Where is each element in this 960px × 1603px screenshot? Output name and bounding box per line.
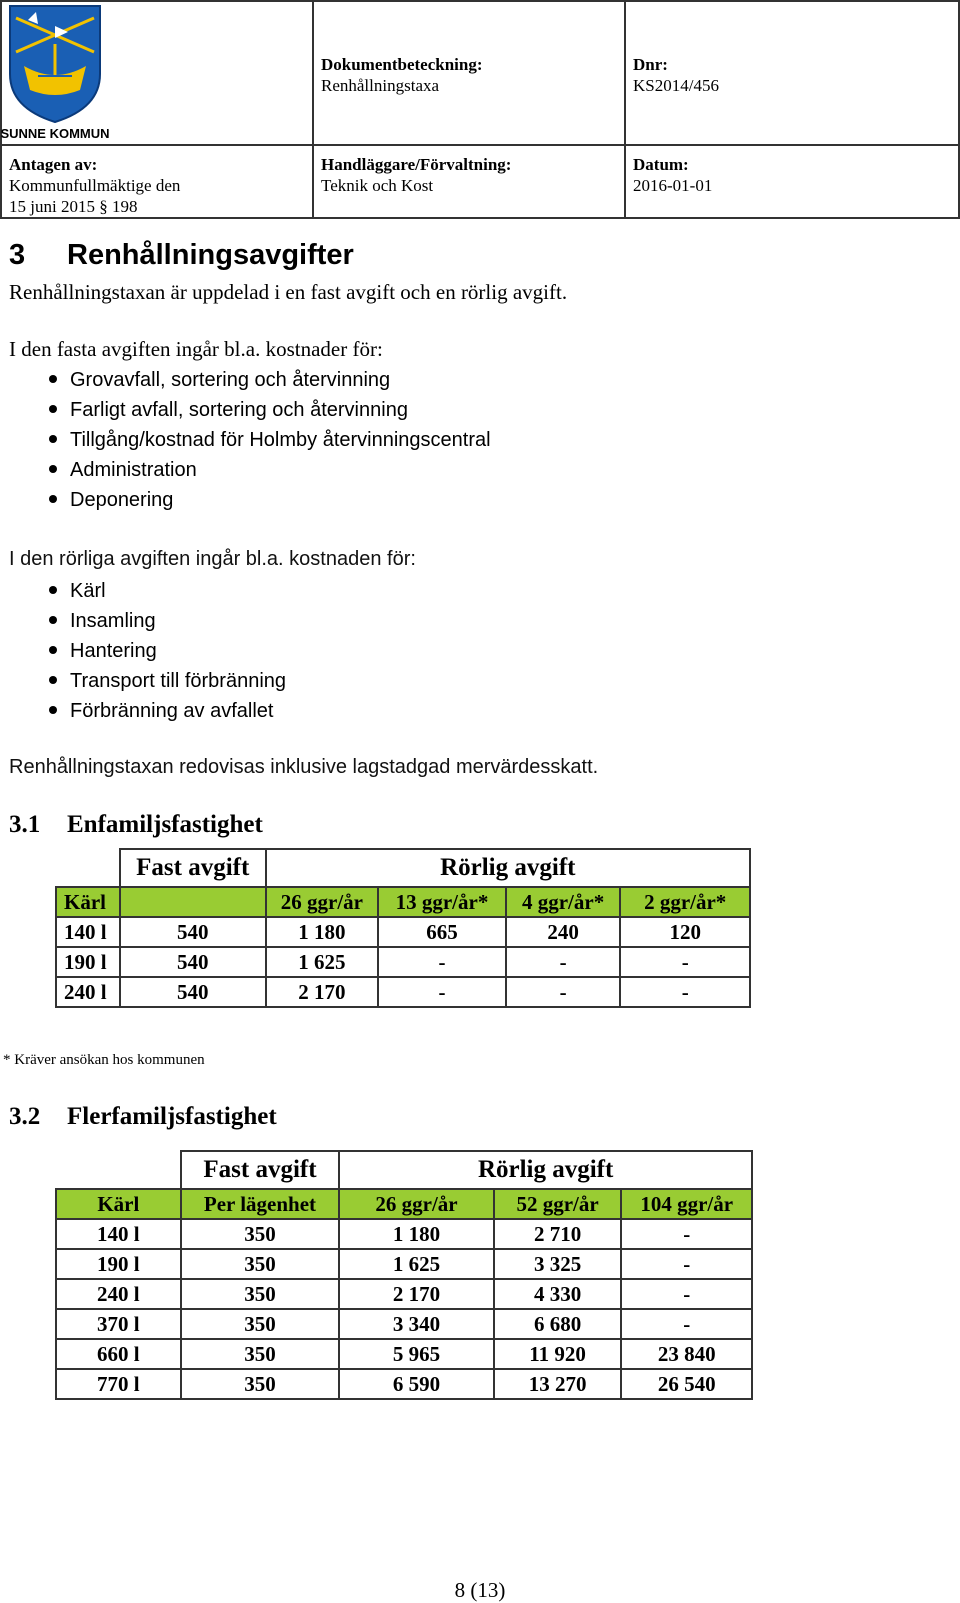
- date-cell: [625, 145, 959, 218]
- bullet-icon: [49, 646, 57, 654]
- doc-designation-cell: [313, 1, 625, 145]
- variable-fee-list: [47, 576, 286, 726]
- bullet-icon: [49, 465, 57, 473]
- column-header: 4 ggr/år*: [506, 887, 621, 917]
- column-header: Kärl: [56, 887, 120, 917]
- subsection-heading-3-1: 3.1 Enfamiljsfastighet: [9, 811, 263, 838]
- table-row: 190 l 350 1 625 3 325 -: [56, 1249, 752, 1279]
- list-item: Kärl: [47, 576, 286, 606]
- variable-fee-intro: I den rörliga avgiften ingår bl.a. kostnaden för:: [9, 548, 416, 570]
- table-row: 660 l 350 5 965 11 920 23 840: [56, 1339, 752, 1369]
- column-header: 2 ggr/år*: [620, 887, 750, 917]
- fixed-fee-intro: I den fasta avgiften ingår bl.a. kostnader för:: [9, 337, 383, 361]
- list-item: Insamling: [47, 606, 286, 636]
- section-number: 3: [9, 239, 26, 271]
- table-row: 140 l 350 1 180 2 710 -: [56, 1219, 752, 1249]
- list-item: Förbränning av avfallet: [47, 696, 286, 726]
- list-item: Deponering: [47, 485, 491, 515]
- list-item: Tillgång/kostnad för Holmby återvinningscentral: [47, 425, 491, 455]
- handler-cell: [313, 145, 625, 218]
- fixed-fee-list: [47, 365, 491, 515]
- intro-text: Renhållningstaxan är uppdelad i en fast avgift och en rörlig avgift.: [9, 280, 568, 304]
- column-header: Per lägenhet: [181, 1189, 340, 1219]
- sunne-kommun-logo: [0, 4, 110, 144]
- column-header: 26 ggr/år: [266, 887, 379, 917]
- group-header-fixed: Fast avgift: [181, 1151, 340, 1189]
- section-title: Renhållningsavgifter: [67, 239, 354, 271]
- single-family-fee-table: [55, 848, 751, 1008]
- list-item: Farligt avfall, sortering och återvinning: [47, 395, 491, 425]
- adopted-by-line2: 15 juni 2015 § 198: [9, 197, 138, 216]
- handler-label: Handläggare/Förvaltning:: [321, 155, 512, 174]
- column-header: 26 ggr/år: [339, 1189, 493, 1219]
- group-header-variable: Rörlig avgift: [339, 1151, 752, 1189]
- adopted-by-line1: Kommunfullmäktige den: [9, 176, 181, 195]
- footnote: * Kräver ansökan hos kommunen: [3, 1052, 205, 1068]
- bullet-icon: [49, 405, 57, 413]
- logo-text: SUNNE KOMMUN: [0, 126, 110, 141]
- date-value: 2016-01-01: [633, 176, 713, 195]
- doc-designation-value: Renhållningstaxa: [321, 76, 440, 95]
- dnr-cell: [625, 1, 959, 145]
- table-row: 240 l 350 2 170 4 330 -: [56, 1279, 752, 1309]
- table-row: 240 l 540 2 170 - - -: [56, 977, 750, 1007]
- doc-designation-label: Dokumentbeteckning:: [321, 55, 483, 74]
- subsection-heading-3-2: 3.2 Flerfamiljsfastighet: [9, 1103, 277, 1130]
- column-header: Kärl: [56, 1189, 181, 1219]
- multi-family-fee-table: [55, 1150, 753, 1400]
- list-item: Hantering: [47, 636, 286, 666]
- date-label: Datum:: [633, 155, 689, 174]
- group-header-variable: Rörlig avgift: [266, 849, 750, 887]
- adopted-by-label: Antagen av:: [9, 155, 98, 174]
- table-row: 190 l 540 1 625 - - -: [56, 947, 750, 977]
- column-header: 104 ggr/år: [621, 1189, 752, 1219]
- list-item: Transport till förbränning: [47, 666, 286, 696]
- document-header: [0, 0, 958, 216]
- adopted-by-cell: [1, 145, 313, 218]
- bullet-icon: [49, 616, 57, 624]
- dnr-label: Dnr:: [633, 55, 668, 74]
- table-row: 770 l 350 6 590 13 270 26 540: [56, 1369, 752, 1399]
- group-header-fixed: Fast avgift: [120, 849, 266, 887]
- handler-value: Teknik och Kost: [321, 176, 434, 195]
- list-item: Administration: [47, 455, 491, 485]
- page-number: 8 (13): [454, 1578, 506, 1602]
- bullet-icon: [49, 435, 57, 443]
- logo-cell: [1, 1, 313, 145]
- list-item: Grovavfall, sortering och återvinning: [47, 365, 491, 395]
- bullet-icon: [49, 495, 57, 503]
- table-row: 140 l 540 1 180 665 240 120: [56, 917, 750, 947]
- table-header-row: [56, 887, 750, 917]
- bullet-icon: [49, 375, 57, 383]
- table-row: 370 l 350 3 340 6 680 -: [56, 1309, 752, 1339]
- section-heading: [9, 239, 354, 272]
- vat-note: Renhållningstaxan redovisas inklusive lagstadgad mervärdesskatt.: [9, 756, 599, 778]
- column-header: 13 ggr/år*: [378, 887, 506, 917]
- column-header: 52 ggr/år: [494, 1189, 622, 1219]
- table-header-row: [56, 1189, 752, 1219]
- column-header: [120, 887, 266, 917]
- dnr-value: KS2014/456: [633, 76, 719, 95]
- bullet-icon: [49, 676, 57, 684]
- bullet-icon: [49, 586, 57, 594]
- bullet-icon: [49, 706, 57, 714]
